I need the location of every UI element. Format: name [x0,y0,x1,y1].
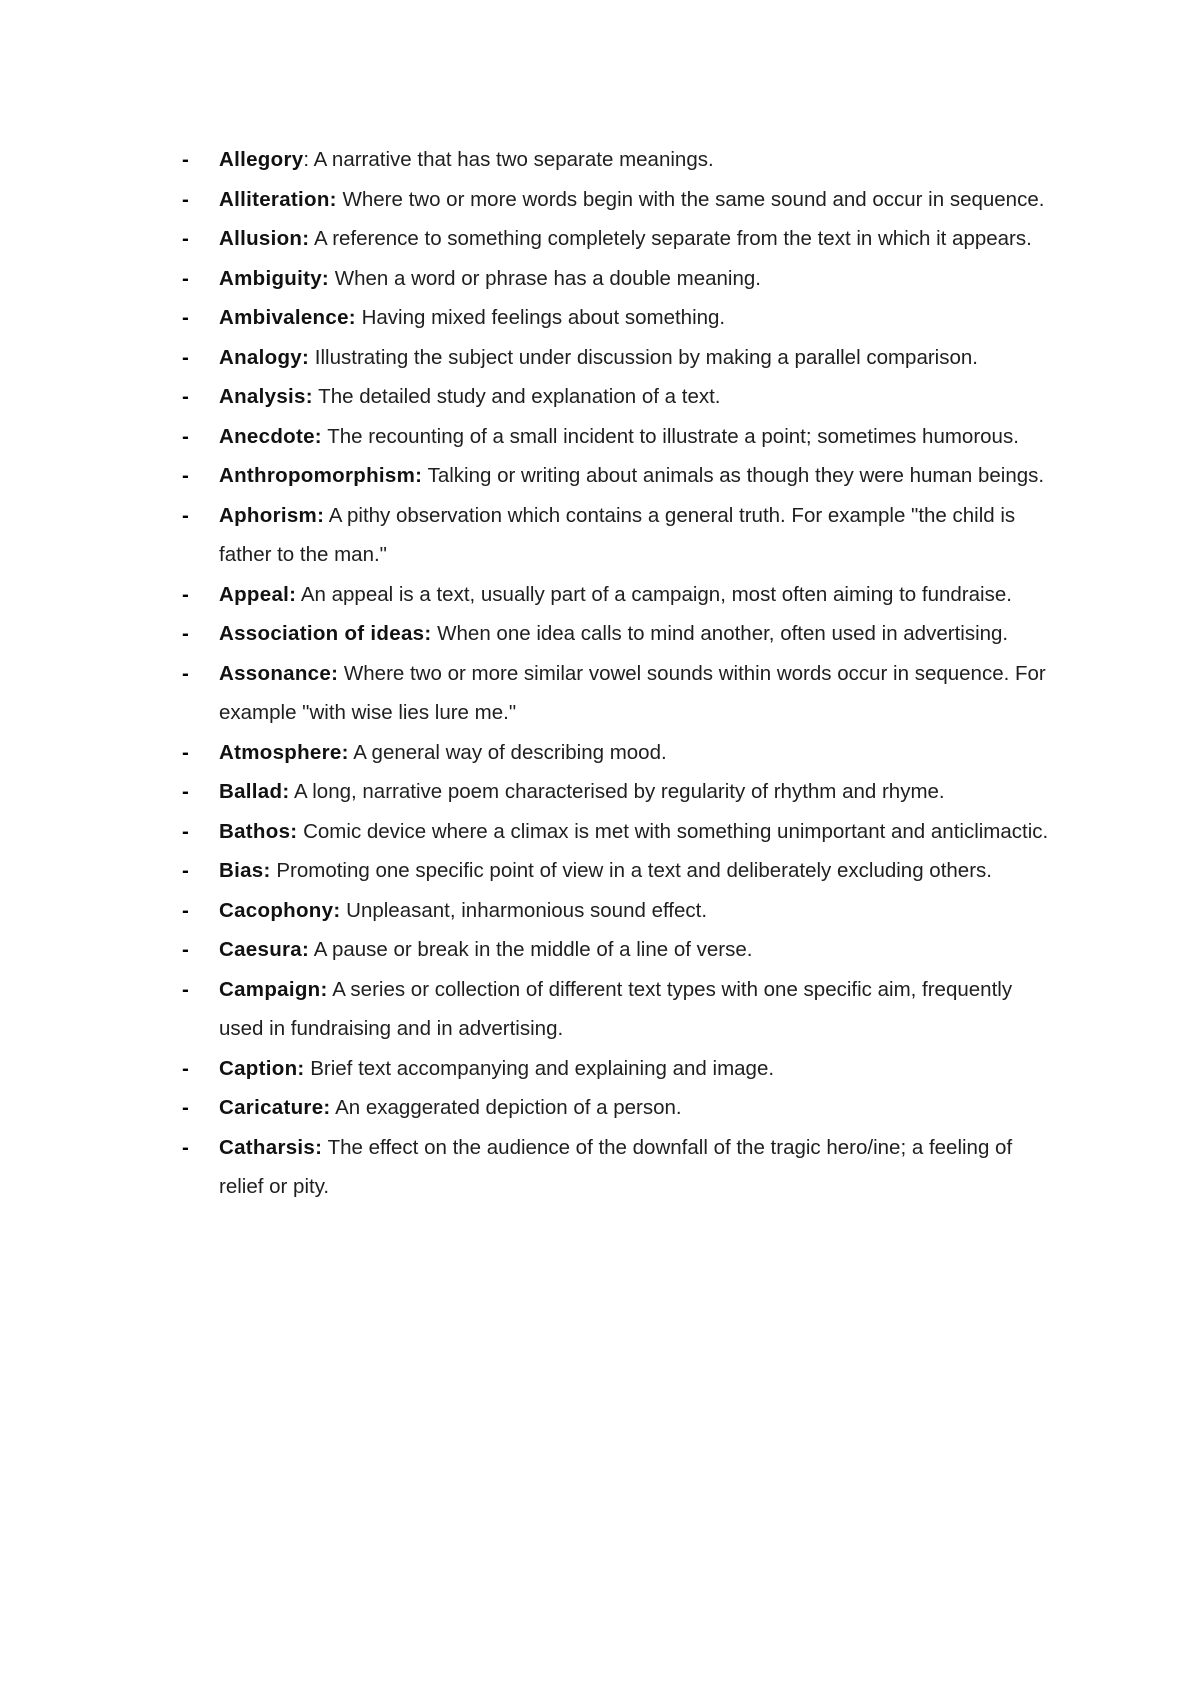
definition: A series or collection of different text types with one specific aim, frequently used in fundraising and in advertising. [219,977,1013,1040]
list-item [182,496,1062,575]
term: Aphorism: [219,503,325,527]
bullet-dash: - [182,187,189,211]
definition: : A narrative that has two separate meanings. [303,148,714,171]
definition: The effect on the audience of the downfall of the tragic hero/ine; a feeling of relief or pity. [219,1135,1013,1198]
definition: When one idea calls to mind another, often used in advertising. [431,622,1009,645]
term: Analysis: [219,385,313,408]
list-item [182,812,1062,852]
bullet-dash: - [182,424,189,448]
bullet-dash: - [182,938,189,961]
bullet-dash: - [182,819,189,843]
list-item [182,970,1062,1049]
term: Assonance: [219,661,339,685]
bullet-dash: - [182,1096,189,1119]
definition: The recounting of a small incident to illustrate a point; sometimes humorous. [321,424,1019,448]
bullet-dash: - [182,306,189,329]
list-item [182,259,1062,299]
definition: Brief text accompanying and explaining and image. [304,1056,775,1080]
list-item [182,1049,1062,1089]
term: Alliteration: [219,187,337,211]
bullet-dash: - [182,464,189,487]
list-item [182,575,1062,615]
term: Caption: [219,1056,305,1080]
term: Ballad: [219,780,290,803]
term: Caricature: [219,1096,331,1119]
list-item [182,219,1062,259]
list-item [182,654,1062,733]
term: Anecdote: [219,424,322,448]
term: Campaign: [219,977,328,1001]
term: Bathos: [219,819,298,843]
definition: Talking or writing about animals as though they were human beings. [422,464,1045,487]
definition: Promoting one specific point of view in a text and deliberately excluding others. [270,859,992,882]
term: Ambiguity: [219,266,330,290]
list-item [182,417,1062,457]
definition: Having mixed feelings about something. [355,306,726,329]
term: Association of ideas: [219,622,432,645]
term: Atmosphere: [219,740,349,764]
bullet-dash: - [182,503,189,527]
definition: Unpleasant, inharmonious sound effect. [340,898,708,922]
term: Catharsis: [219,1135,323,1159]
glossary-list [182,140,1062,1207]
bullet-dash: - [182,977,189,1001]
list-item [182,733,1062,773]
term: Analogy: [219,345,310,369]
bullet-dash: - [182,661,189,685]
term: Anthropomorphism: [219,464,423,487]
bullet-dash: - [182,266,189,290]
term: Bias: [219,859,271,882]
bullet-dash: - [182,780,189,803]
list-item [182,140,1062,180]
term: Caesura: [219,938,310,961]
list-item [182,1088,1062,1128]
list-item [182,1128,1062,1207]
definition: The detailed study and explanation of a text. [312,385,721,408]
bullet-dash: - [182,898,189,922]
term: Allegory [219,148,304,171]
list-item [182,930,1062,970]
list-item [182,772,1062,812]
definition: Comic device where a climax is met with something unimportant and anticlimactic. [297,819,1049,843]
definition: Where two or more similar vowel sounds within words occur in sequence. For example "with wise lies lure me." [219,661,1046,724]
term: Cacophony: [219,898,341,922]
definition: When a word or phrase has a double meaning. [329,266,761,290]
definition: Where two or more words begin with the same sound and occur in sequence. [336,187,1045,211]
bullet-dash: - [182,622,189,645]
term: Allusion: [219,227,310,250]
definition: A pithy observation which contains a general truth. For example "the child is father to the man." [219,503,1016,566]
bullet-dash: - [182,148,189,171]
bullet-dash: - [182,1056,189,1080]
bullet-dash: - [182,385,189,408]
bullet-dash: - [182,740,189,764]
list-item [182,298,1062,338]
bullet-dash: - [182,345,189,369]
bullet-dash: - [182,1135,189,1159]
list-item [182,614,1062,654]
definition: A general way of describing mood. [348,740,667,764]
bullet-dash: - [182,582,189,606]
definition: An appeal is a text, usually part of a campaign, most often aiming to fundraise. [296,582,1012,606]
definition: An exaggerated depiction of a person. [330,1096,682,1119]
definition: A pause or break in the middle of a line of verse. [309,938,753,961]
definition: A long, narrative poem characterised by regularity of rhythm and rhyme. [289,780,945,803]
term: Ambivalence: [219,306,356,329]
list-item [182,891,1062,931]
definition: Illustrating the subject under discussion by making a parallel comparison. [309,345,978,369]
term: Appeal: [219,582,297,606]
definition: A reference to something completely separate from the text in which it appears. [309,227,1032,250]
list-item [182,338,1062,378]
list-item [182,377,1062,417]
list-item [182,456,1062,496]
list-item [182,851,1062,891]
list-item [182,180,1062,220]
bullet-dash: - [182,859,189,882]
bullet-dash: - [182,227,189,250]
